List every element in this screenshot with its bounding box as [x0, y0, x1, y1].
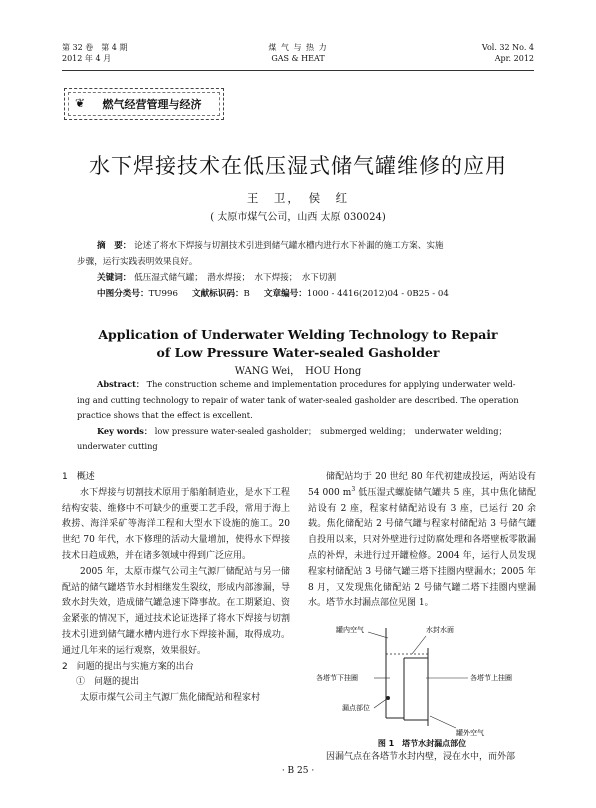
figure-1-diagram — [308, 618, 536, 738]
page-number: · B 25 · — [281, 766, 315, 776]
label-leak: 漏点部位 — [342, 704, 370, 713]
paragraph-5: 因漏气点在各塔节水封内壁，浸在水中，而外部 — [326, 752, 516, 763]
title-en-line2: of Low Pressure Water-sealed Gasholder — [156, 345, 440, 360]
abstract-en-text3: practice shows that the effect is excellent. — [77, 410, 253, 420]
classification-line — [77, 286, 525, 302]
article-number-value: 1000 - 4416(2012)04 - 0B25 - 04 — [306, 289, 449, 299]
volume-en: Vol. 32 No. 4 — [481, 43, 534, 52]
abstract-cn-label: 摘 要： — [97, 241, 132, 251]
keywords-en-label: Key words： — [97, 425, 153, 436]
leaf-icon: ❦ — [75, 96, 86, 110]
label-outer-air: 罐外空气 — [456, 729, 484, 738]
abstract-cn-text1: 论述了将水下焊接与切割技术引进到储气罐水槽内进行水下补漏的施工方案、实施 — [134, 241, 444, 251]
date-en: Apr. 2012 — [494, 54, 534, 63]
label-inner-air: 罐内空气 — [336, 626, 364, 635]
running-header — [62, 42, 534, 70]
date-cn: 2012 年 4 月 — [62, 54, 112, 63]
abstract-cn-text2: 步骤，运行实践表明效果良好。 — [77, 257, 198, 267]
abstract-en-text2: ing and cutting technology to repair of water tank of water-sealed gasholder are described. The operation — [77, 394, 519, 405]
article-number-label: 文章编号： — [263, 289, 307, 299]
keywords-cn — [77, 270, 525, 286]
leader-inner-air — [368, 632, 388, 638]
figure-1 — [308, 618, 536, 738]
doc-code-value: B — [243, 289, 250, 299]
figure-1-caption: 图 1 塔节水封漏点部位 — [377, 739, 467, 749]
header-right — [482, 42, 534, 64]
abstract-en — [77, 377, 525, 455]
header-center — [62, 42, 534, 64]
section-2-heading: 2 问题的提出与实施方案的出台 — [62, 661, 194, 672]
section-1-heading: 1 概述 — [62, 472, 95, 482]
abstract-en-text1: The construction scheme and implementation procedures for applying underwater weld- — [146, 379, 516, 389]
leader-water-level — [412, 636, 426, 654]
label-water-level: 水封水面 — [426, 626, 454, 635]
leader-outer-air — [430, 716, 456, 728]
keywords-en-text1: low pressure water-sealed gasholder； submerged welding； underwater welding； — [154, 425, 507, 436]
paper-title-cn: 水下焊接技术在低压湿式储气罐维修的应用 — [89, 154, 507, 178]
header-rule — [62, 70, 534, 71]
keywords-cn-label: 关键词： — [97, 273, 132, 283]
paragraph-4-b: 低压湿式螺旋储气罐共 5 座，其中焦化储配站设有 2 座，程家村储配站设有 3 座，已运行 20 余载。焦化储配站 2 号储气罐与程家村储配站 3 号储气罐自投用以来，只对外壁进行过防腐处理和各塔壁板零散漏点的补焊，未进行过开罐检修。2004 年，运行人员发现程家村储配站 3 号储气罐三塔下挂圈内壁漏水；2005 年 8 月，又发现焦化储配站 2 号储气罐二塔下挂圈内壁漏水。塔节水封漏点部位见图 1。 — [308, 487, 536, 609]
authors-cn: 王 卫， 侯 红 — [246, 191, 350, 205]
volume-cn: 第 32 卷 第 4 期 — [62, 43, 128, 52]
paper-title-en — [0, 326, 596, 362]
abstract-en-line1 — [77, 377, 525, 393]
subsection-1-heading: ① 问题的提出 — [76, 677, 140, 688]
left-column — [62, 470, 290, 707]
label-upper-ring: 各塔节上挂圈 — [470, 674, 512, 683]
keywords-en-text2: underwater cutting — [77, 441, 158, 451]
clc-value: TU996 — [148, 289, 178, 299]
journal-name-cn: 煤 气 与 热 力 — [268, 43, 328, 52]
section-tag-box — [64, 88, 224, 120]
label-lower-ring: 各塔节下挂圈 — [316, 674, 358, 683]
paragraph-4 — [308, 470, 536, 612]
keywords-cn-text: 低压湿式储气罐； 潜水焊接； 水下焊接； 水下切割 — [134, 273, 337, 283]
paragraph-2: 2005 年，太原市煤气公司主气源厂储配站与另一储配站的储气罐塔节水封相继发生裂纹，形成内部渗漏，导致水封失效，造成储气罐急速下降事故。在工期紧迫、资金紧张的情况下，通过技术论证选择了将水下焊接与切割技术引进到储气罐水槽内进行水下焊接补漏，取得成功。通过几年来的运行观察，效果很好。 — [62, 566, 290, 656]
right-column — [308, 470, 536, 766]
keywords-en-line1 — [77, 424, 525, 440]
section-tag-label: 燃气经营管理与经济 — [102, 98, 202, 111]
title-en-line1: Application of Underwater Welding Technology to Repair — [98, 327, 498, 342]
abstract-en-label: Abstract： — [97, 379, 145, 389]
clc-label: 中图分类号： — [97, 289, 149, 299]
journal-name-en: GAS & HEAT — [271, 54, 325, 63]
affiliation-cn: ( 太原市煤气公司，山西 太原 030024) — [210, 212, 386, 223]
abstract-cn — [77, 238, 525, 302]
paragraph-1: 水下焊接与切割技术原用于船舶制造业，是水下工程结构安装、维修中不可缺少的重要工艺手段，常用于海上救捞、海洋采矿等海洋工程和大型水下设施的施工。20 世纪 70 年代，水下修理的活动大量增加，使得水下焊接技术日趋成熟，并在诸多领域中得到广泛应用。 — [62, 487, 290, 561]
abstract-cn-line1 — [77, 238, 525, 254]
authors-en: WANG Wei， HOU Hong — [234, 366, 362, 377]
paragraph-3: 太原市煤气公司主气源厂焦化储配站和程家村 — [80, 693, 261, 704]
doc-code-label: 文献标识码： — [191, 289, 244, 299]
cubic-superscript: 3 — [351, 485, 356, 493]
paragraph-4-a: 储配站均于 20 世纪 80 年代初建成投运，两站设有 54 000 m — [308, 472, 536, 498]
